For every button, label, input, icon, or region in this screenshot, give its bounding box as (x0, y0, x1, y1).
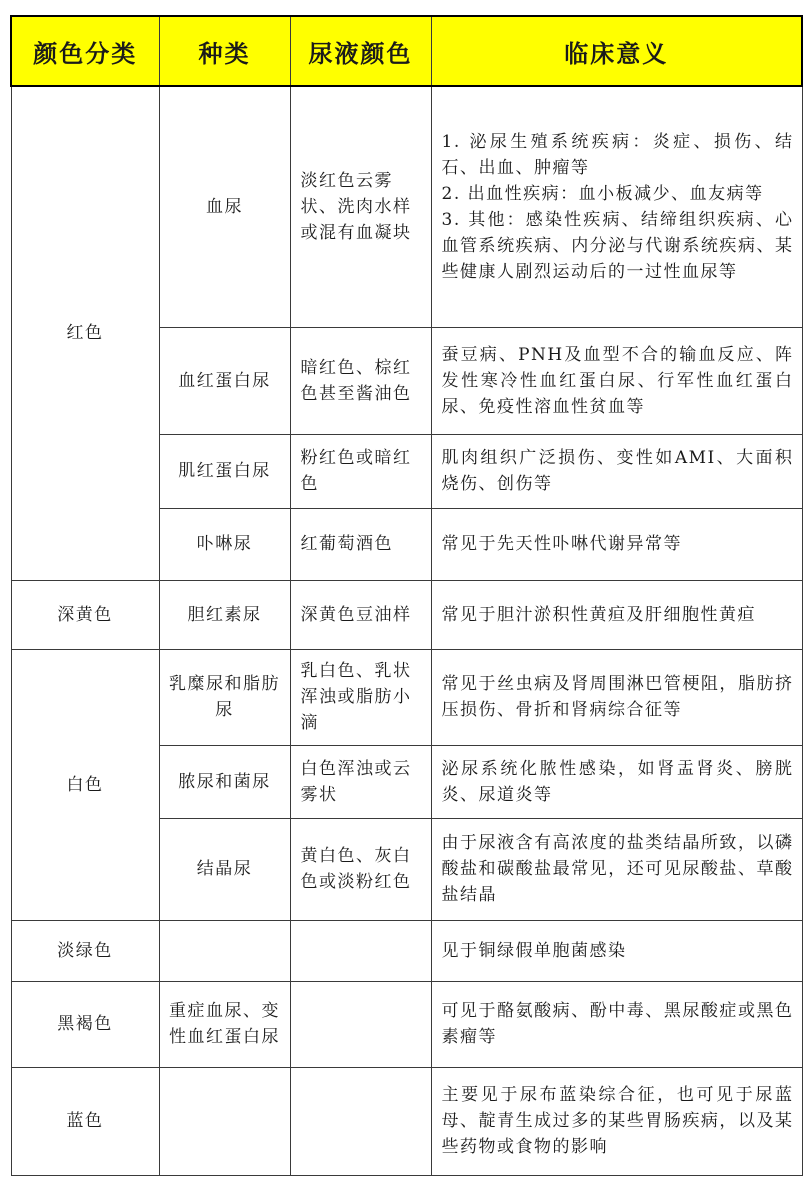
urine-color-cell (290, 1067, 431, 1175)
type-cell: 重症血尿、变性血红蛋白尿 (159, 981, 290, 1067)
meaning-line: 2. 出血性疾病：血小板减少、血友病等 (441, 183, 764, 204)
meaning-cell: 常见于胆汁淤积性黄疸及肝细胞性黄疸 (431, 580, 802, 649)
type-cell: 血尿 (159, 86, 290, 327)
category-cell: 红色 (11, 86, 159, 580)
category-cell: 蓝色 (11, 1067, 159, 1175)
meaning-cell: 主要见于尿布蓝染综合征，也可见于尿蓝母、靛青生成过多的某些胃肠疾病，以及某些药物或食物的影响 (431, 1067, 802, 1175)
table-row (11, 920, 802, 981)
type-cell: 乳糜尿和脂肪尿 (159, 649, 290, 745)
table-row (11, 1067, 802, 1175)
meaning-cell (431, 86, 802, 327)
category-cell: 淡绿色 (11, 920, 159, 981)
table-row (11, 649, 802, 745)
category-cell: 白色 (11, 649, 159, 920)
meaning-cell: 泌尿系统化脓性感染，如肾盂肾炎、膀胱炎、尿道炎等 (431, 745, 802, 818)
urine-color-cell (290, 981, 431, 1067)
meaning-cell: 常见于丝虫病及肾周围淋巴管梗阻，脂肪挤压损伤、骨折和肾病综合征等 (431, 649, 802, 745)
meaning-cell: 由于尿液含有高浓度的盐类结晶所致，以磷酸盐和碳酸盐最常见，还可见尿酸盐、草酸盐结晶 (431, 818, 802, 920)
type-cell: 血红蛋白尿 (159, 327, 290, 434)
type-cell: 胆红素尿 (159, 580, 290, 649)
type-cell: 卟啉尿 (159, 508, 290, 580)
category-cell: 深黄色 (11, 580, 159, 649)
urine-color-cell (290, 920, 431, 981)
urine-color-cell: 暗红色、棕红色甚至酱油色 (290, 327, 431, 434)
table-row (11, 981, 802, 1067)
type-cell: 肌红蛋白尿 (159, 434, 290, 508)
meaning-cell: 肌肉组织广泛损伤、变性如AMI、大面积烧伤、创伤等 (431, 434, 802, 508)
header-urine-color: 尿液颜色 (290, 16, 431, 86)
urine-color-cell: 白色浑浊或云雾状 (290, 745, 431, 818)
table-row (11, 580, 802, 649)
urine-color-table-wrapper (10, 15, 803, 1176)
urine-color-cell: 红葡萄酒色 (290, 508, 431, 580)
urine-color-cell: 粉红色或暗红色 (290, 434, 431, 508)
type-cell (159, 920, 290, 981)
meaning-line: 3. 其他：感染性疾病、结缔组织疾病、心血管系统疾病、内分泌与代谢系统疾病、某些健康人剧烈运动后的一过性血尿等 (441, 209, 794, 282)
meaning-cell: 见于铜绿假单胞菌感染 (431, 920, 802, 981)
urine-color-table (10, 15, 803, 1176)
header-color-category: 颜色分类 (11, 16, 159, 86)
meaning-line: 1. 泌尿生殖系统疾病：炎症、损伤、结石、出血、肿瘤等 (441, 131, 794, 178)
type-cell: 结晶尿 (159, 818, 290, 920)
table-row (11, 86, 802, 327)
urine-color-cell: 乳白色、乳状浑浊或脂肪小滴 (290, 649, 431, 745)
meaning-cell: 可见于酪氨酸病、酚中毒、黑尿酸症或黑色素瘤等 (431, 981, 802, 1067)
category-cell: 黑褐色 (11, 981, 159, 1067)
meaning-cell: 常见于先天性卟啉代谢异常等 (431, 508, 802, 580)
header-type: 种类 (159, 16, 290, 86)
header-row (11, 16, 802, 86)
urine-color-cell: 深黄色豆油样 (290, 580, 431, 649)
type-cell: 脓尿和菌尿 (159, 745, 290, 818)
type-cell (159, 1067, 290, 1175)
urine-color-cell: 黄白色、灰白色或淡粉红色 (290, 818, 431, 920)
meaning-cell: 蚕豆病、PNH及血型不合的输血反应、阵发性寒冷性血红蛋白尿、行军性血红蛋白尿、免疫性溶血性贫血等 (431, 327, 802, 434)
header-clinical-meaning: 临床意义 (431, 16, 802, 86)
urine-color-cell: 淡红色云雾状、洗肉水样或混有血凝块 (290, 86, 431, 327)
